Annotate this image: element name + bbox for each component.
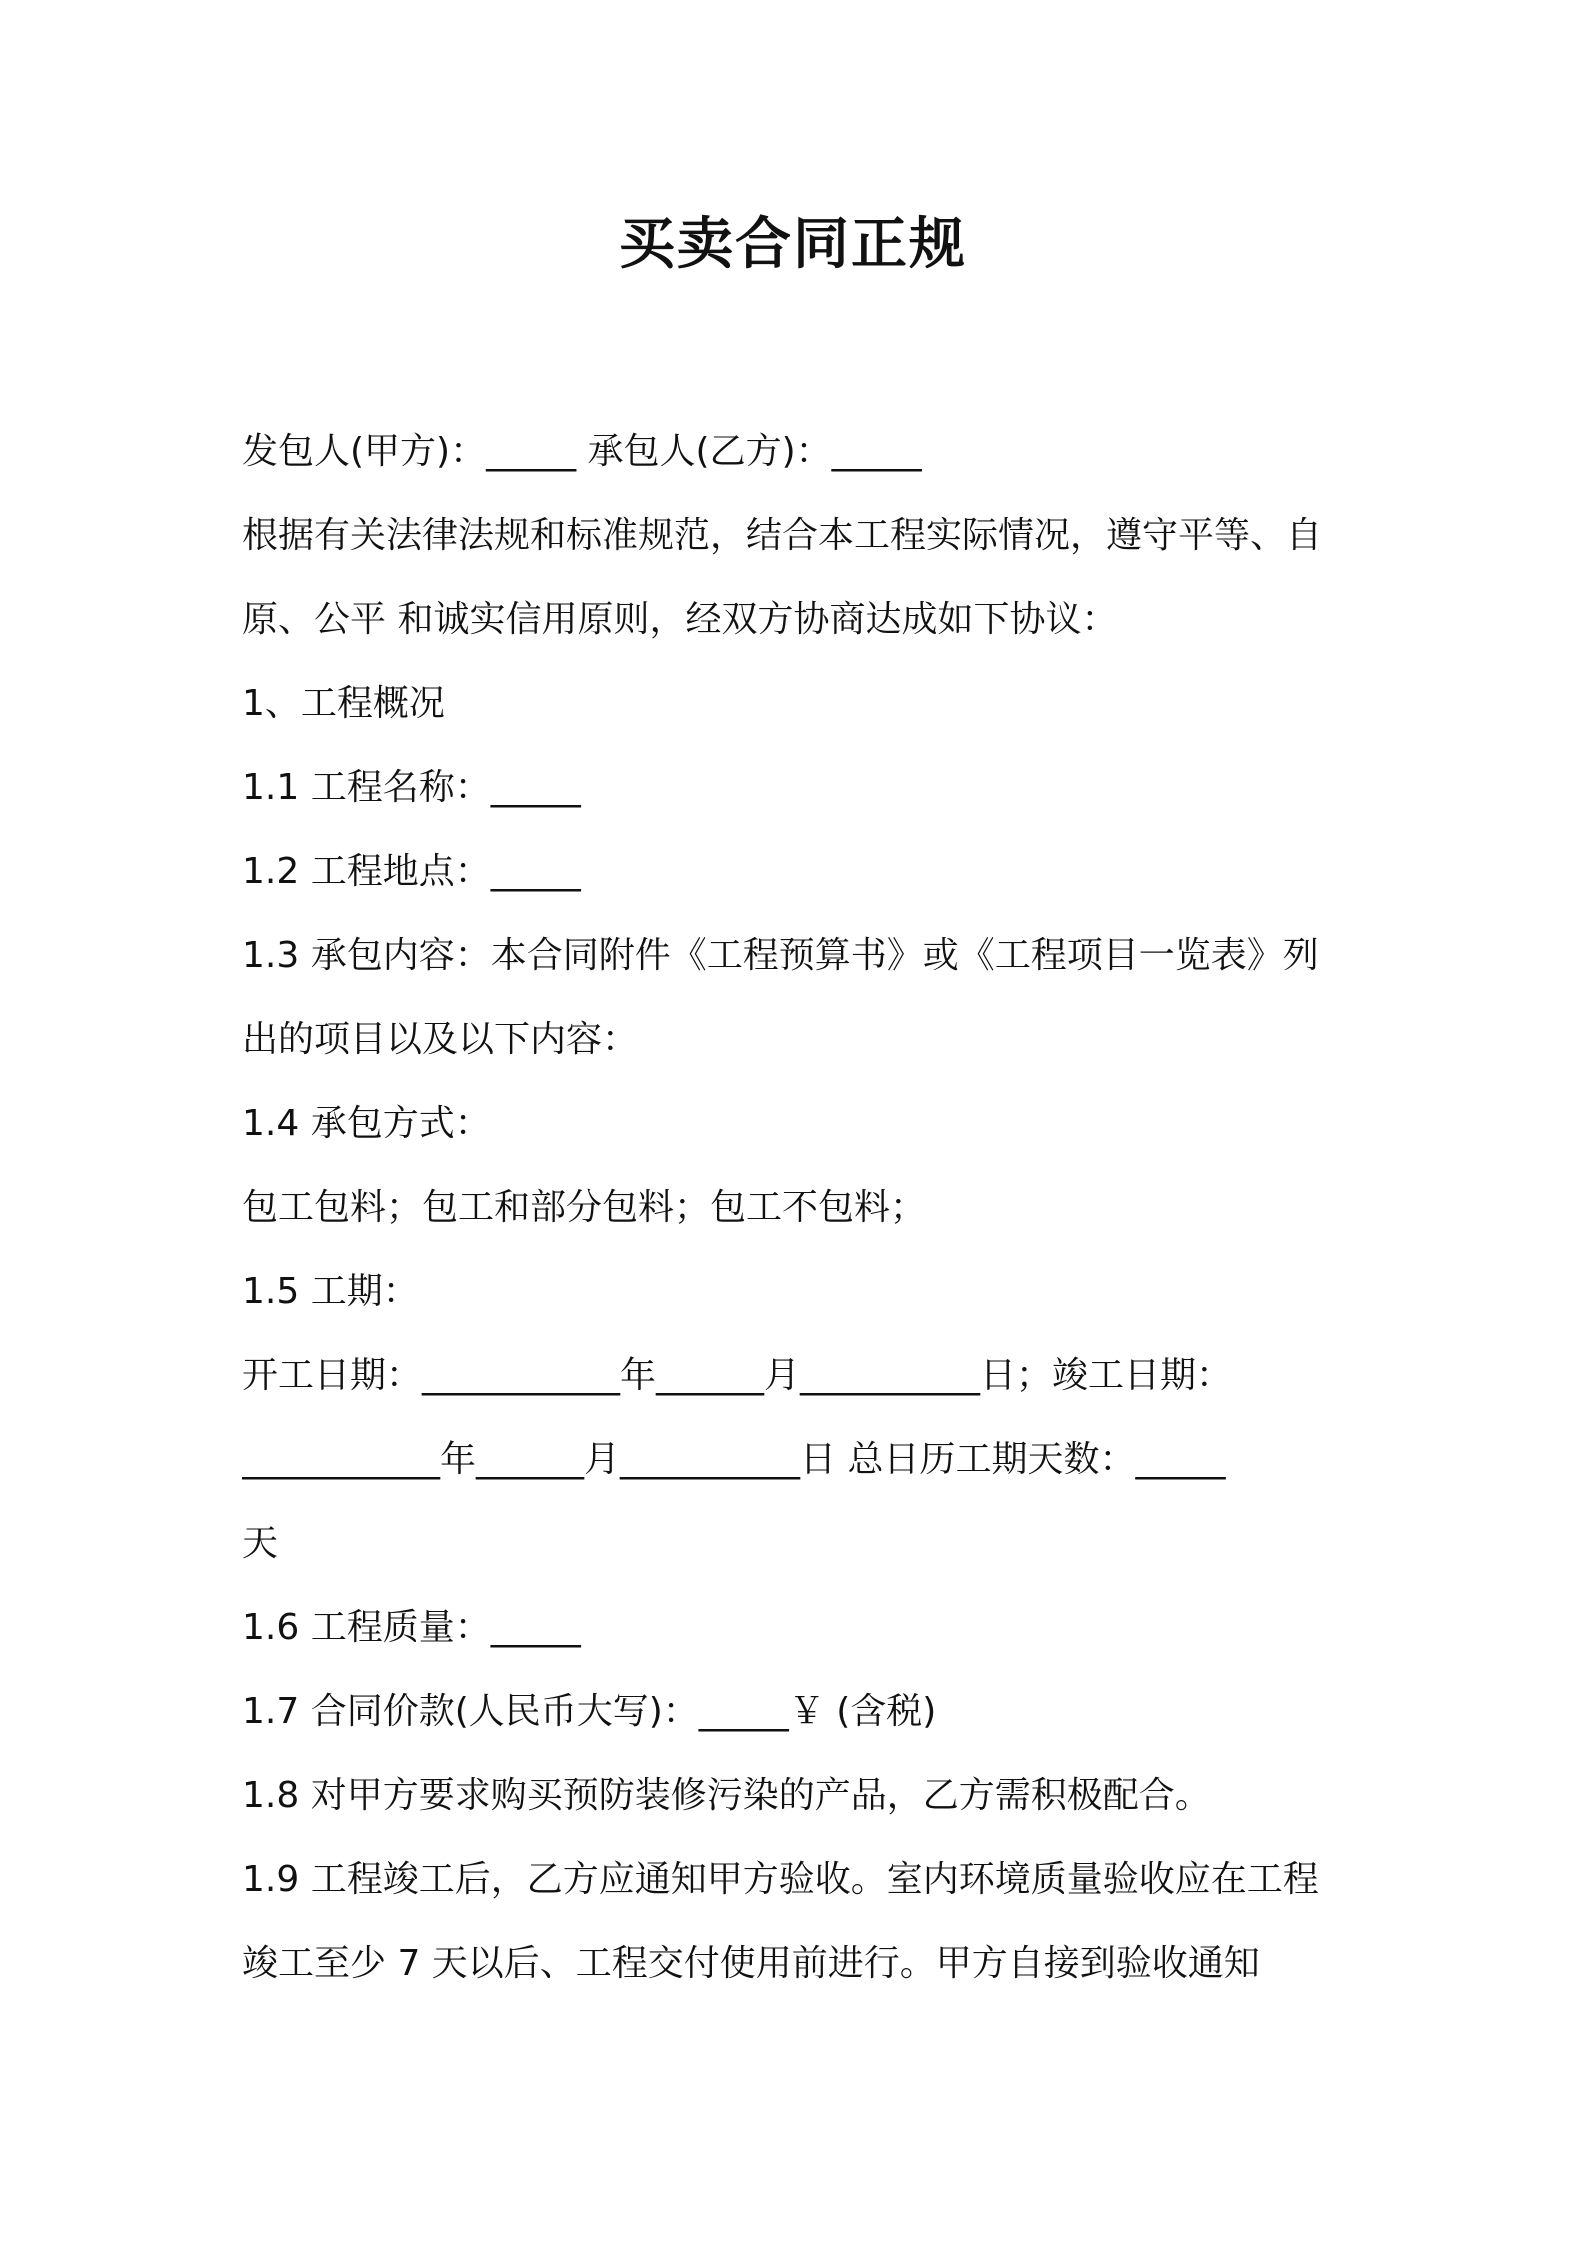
clause-1-3-contract-scope: 1.3 承包内容：本合同附件《工程预算书》或《工程项目一览表》列 bbox=[242, 935, 1319, 976]
clause-1-2-project-location: 1.2 工程地点：_____ bbox=[242, 851, 581, 892]
clause-1-6-quality: 1.6 工程质量：_____ bbox=[242, 1607, 581, 1648]
parties-line: 发包人(甲方)：_____ 承包人(乙方)：_____ bbox=[242, 431, 922, 472]
clause-1-9-acceptance: 1.9 工程竣工后，乙方应通知甲方验收。室内环境质量验收应在工程 bbox=[242, 1859, 1319, 1900]
clause-1-1-project-name: 1.1 工程名称：_____ bbox=[242, 767, 581, 808]
document-body bbox=[242, 410, 1352, 2006]
clause-1-5-days-unit: 天 bbox=[242, 1523, 279, 1564]
preamble-line-1: 根据有关法律法规和标准规范，结合本工程实际情况，遵守平等、自 bbox=[242, 515, 1323, 556]
clause-1-5-duration: 1.5 工期： bbox=[242, 1271, 419, 1312]
clause-1-3-continued: 出的项目以及以下内容： bbox=[242, 1019, 639, 1060]
clause-1-8-pollution-products: 1.8 对甲方要求购买预防装修污染的产品，乙方需积极配合。 bbox=[242, 1775, 1211, 1816]
clause-1-4-contract-mode: 1.4 承包方式： bbox=[242, 1103, 491, 1144]
clause-1-9-continued: 竣工至少 7 天以后、工程交付使用前进行。甲方自接到验收通知 bbox=[242, 1943, 1260, 1984]
clause-1-5-end-date: ___________年______月__________日 总日历工期天数：_____ bbox=[242, 1439, 1226, 1480]
clause-1-7-contract-price: 1.7 合同价款(人民币大写)：_____￥ (含税) bbox=[242, 1691, 937, 1732]
clause-1-5-start-date: 开工日期：___________年______月__________日；竣工日期： bbox=[242, 1355, 1233, 1396]
preamble-line-2: 原、公平 和诚实信用原则，经双方协商达成如下协议： bbox=[242, 599, 1118, 640]
clause-1-4-options: 包工包料；包工和部分包料；包工不包料； bbox=[242, 1187, 927, 1228]
document-title: 买卖合同正规 bbox=[619, 212, 967, 277]
section-heading-project-overview: 1、工程概况 bbox=[242, 683, 445, 724]
